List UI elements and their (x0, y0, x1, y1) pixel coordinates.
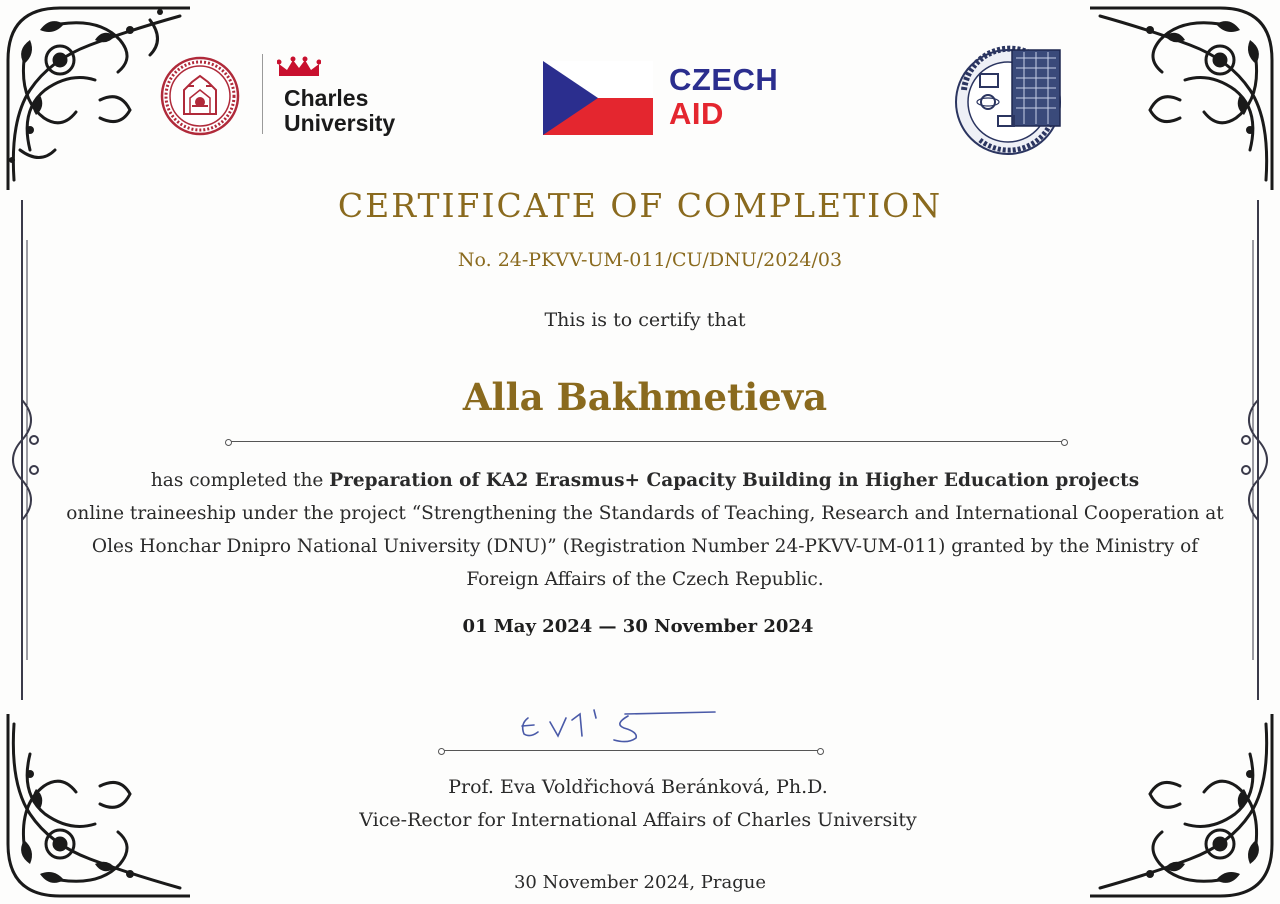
cu-line2: University (284, 110, 396, 136)
recipient-name: Alla Bakhmetieva (462, 375, 828, 419)
recipient-divider (230, 441, 1063, 442)
czech-aid-wordmark (669, 63, 778, 131)
certificate-title: CERTIFICATE OF COMPLETION (337, 186, 943, 225)
czech-aid-line2: AID (669, 96, 724, 131)
charles-university-seal-icon (160, 56, 240, 136)
dnu-university-seal-icon (950, 40, 1070, 160)
body-rest: online traineeship under the project “Strengthening the Standards of Teaching, Research and International Cooperation at Oles Honchar Dnipro National University (DNU)” (Registration Number 24-PKVV-UM-011) granted by the Ministry of Foreign Affairs of the Czech Republic. (66, 503, 1224, 590)
traineeship-dates: 01 May 2024 — 30 November 2024 (462, 616, 814, 637)
body-prefix: has completed the (150, 470, 330, 491)
logo-separator (262, 54, 263, 134)
signatory-role: Vice-Rector for International Affairs of Charles University (359, 809, 917, 831)
czech-flag-icon (543, 61, 653, 135)
corner-ornament-icon (1090, 0, 1280, 190)
signature-icon (510, 700, 730, 750)
crown-icon (277, 56, 321, 78)
charles-university-logo (160, 54, 420, 138)
czech-aid-line1: CZECH (669, 62, 779, 97)
cu-line1: Charles (284, 85, 369, 111)
place-and-date: 30 November 2024, Prague (513, 872, 767, 893)
certificate-body (60, 464, 1230, 596)
charles-university-wordmark (284, 86, 395, 136)
signatory-name: Prof. Eva Voldřichová Beránková, Ph.D. (448, 776, 828, 798)
program-name: Preparation of KA2 Erasmus+ Capacity Building in Higher Education projects (329, 470, 1140, 491)
czech-aid-logo (543, 61, 803, 137)
certify-intro: This is to certify that (544, 309, 746, 331)
signature-line (443, 750, 819, 751)
certificate-number: No. 24-PKVV-UM-011/CU/DNU/2024/03 (457, 249, 843, 271)
